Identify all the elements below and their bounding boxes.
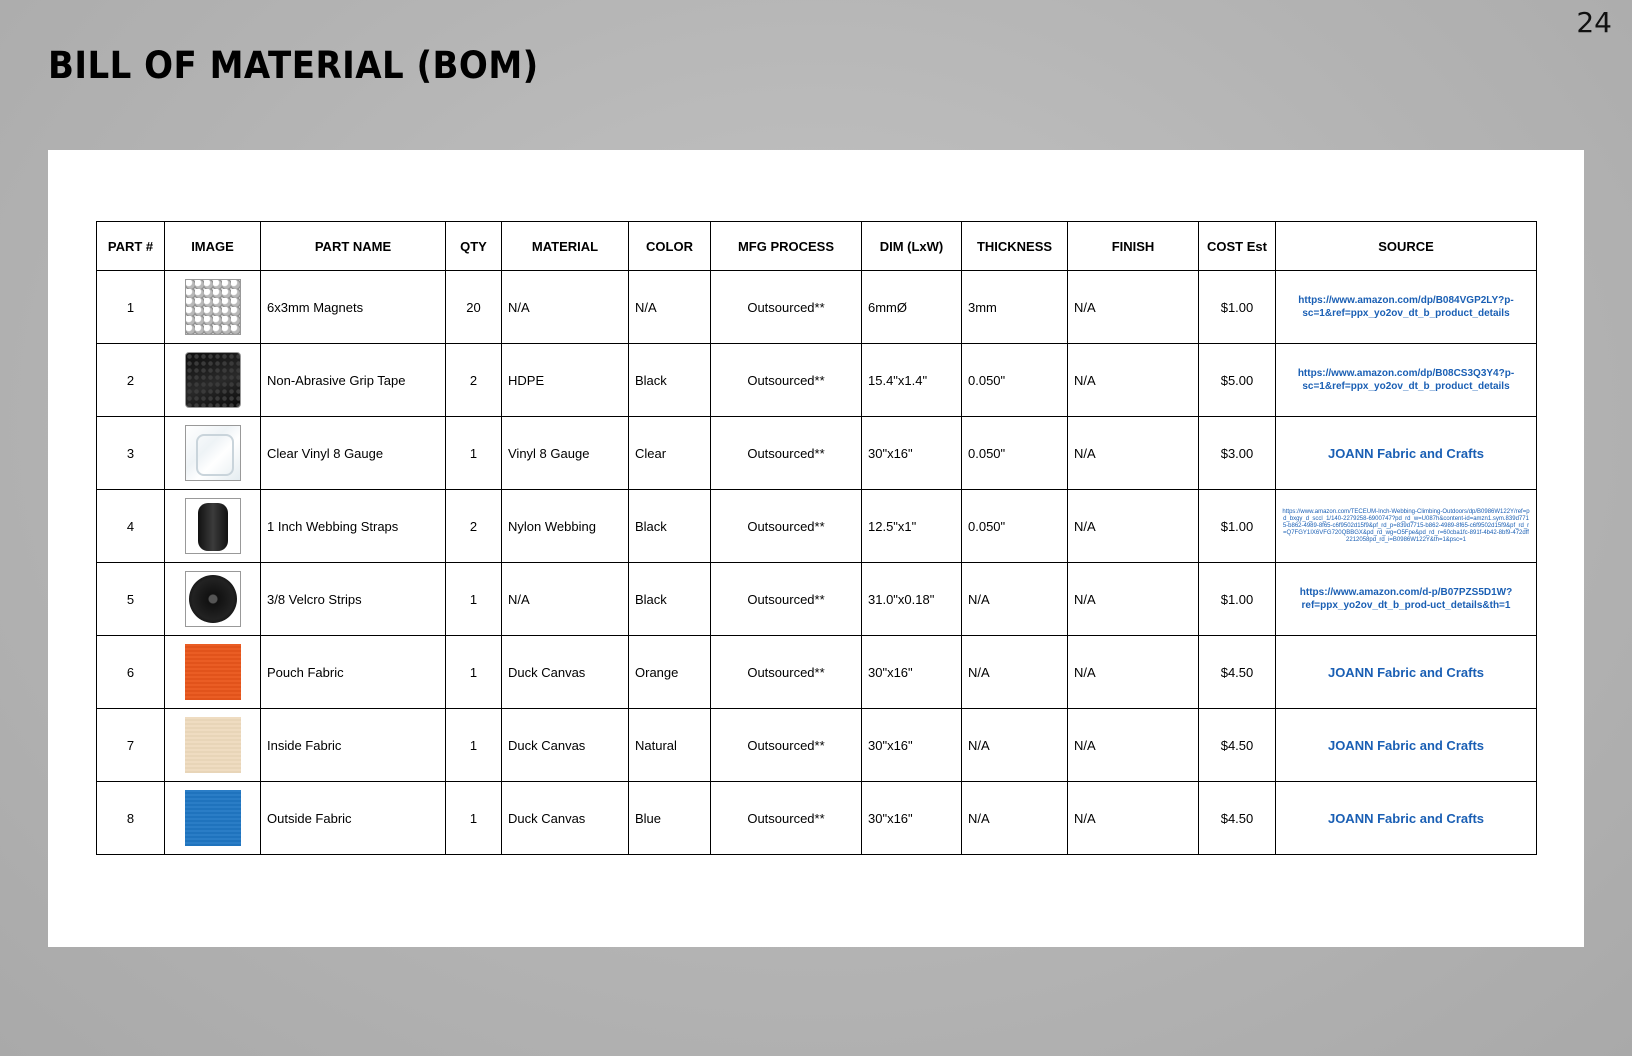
part-material: Duck Canvas xyxy=(502,782,629,855)
part-number: 7 xyxy=(97,709,165,782)
part-number: 6 xyxy=(97,636,165,709)
part-qty: 1 xyxy=(446,636,502,709)
source-link[interactable]: JOANN Fabric and Crafts xyxy=(1276,417,1537,490)
table-row xyxy=(97,490,1537,563)
part-name: Non-Abrasive Grip Tape xyxy=(261,344,446,417)
part-process: Outsourced** xyxy=(711,490,862,563)
natural-fabric-swatch xyxy=(185,717,241,773)
part-cost: $3.00 xyxy=(1199,417,1276,490)
header-color: COLOR xyxy=(629,222,711,271)
grip-tape-image xyxy=(185,352,241,408)
header-process: MFG PROCESS xyxy=(711,222,862,271)
part-number: 3 xyxy=(97,417,165,490)
part-process: Outsourced** xyxy=(711,271,862,344)
page-number: 24 xyxy=(1576,6,1612,39)
part-thickness: N/A xyxy=(962,709,1068,782)
part-cost: $1.00 xyxy=(1199,563,1276,636)
part-color: Natural xyxy=(629,709,711,782)
part-number: 8 xyxy=(97,782,165,855)
part-name: Clear Vinyl 8 Gauge xyxy=(261,417,446,490)
part-name: Inside Fabric xyxy=(261,709,446,782)
part-finish: N/A xyxy=(1068,490,1199,563)
part-thickness: 0.050" xyxy=(962,490,1068,563)
table-row xyxy=(97,344,1537,417)
header-qty: QTY xyxy=(446,222,502,271)
header-material: MATERIAL xyxy=(502,222,629,271)
source-link[interactable]: https://www.amazon.com/dp/B08CS3Q3Y4?p-sc=1&ref=ppx_yo2ov_dt_b_product_details xyxy=(1276,344,1537,417)
part-number: 4 xyxy=(97,490,165,563)
header-cost: COST Est xyxy=(1199,222,1276,271)
part-process: Outsourced** xyxy=(711,344,862,417)
part-number: 2 xyxy=(97,344,165,417)
part-process: Outsourced** xyxy=(711,782,862,855)
source-link[interactable]: JOANN Fabric and Crafts xyxy=(1276,709,1537,782)
orange-fabric-swatch xyxy=(185,644,241,700)
part-cost: $5.00 xyxy=(1199,344,1276,417)
part-finish: N/A xyxy=(1068,709,1199,782)
part-qty: 20 xyxy=(446,271,502,344)
source-link[interactable]: JOANN Fabric and Crafts xyxy=(1276,782,1537,855)
part-thickness: N/A xyxy=(962,636,1068,709)
page-title: BILL OF MATERIAL (BOM) xyxy=(48,44,539,87)
header-thickness: THICKNESS xyxy=(962,222,1068,271)
part-color: Blue xyxy=(629,782,711,855)
part-name: Pouch Fabric xyxy=(261,636,446,709)
part-number: 1 xyxy=(97,271,165,344)
part-dim: 31.0"x0.18" xyxy=(862,563,962,636)
part-cost: $1.00 xyxy=(1199,490,1276,563)
source-link[interactable]: JOANN Fabric and Crafts xyxy=(1276,636,1537,709)
part-process: Outsourced** xyxy=(711,417,862,490)
table-row xyxy=(97,782,1537,855)
source-link[interactable]: https://www.amazon.com/dp/B084VGP2LY?p-sc=1&ref=ppx_yo2ov_dt_b_product_details xyxy=(1276,271,1537,344)
part-finish: N/A xyxy=(1068,563,1199,636)
part-dim: 6mmØ xyxy=(862,271,962,344)
part-process: Outsourced** xyxy=(711,563,862,636)
blue-fabric-swatch xyxy=(185,790,241,846)
part-color: Black xyxy=(629,490,711,563)
part-qty: 2 xyxy=(446,490,502,563)
part-material: N/A xyxy=(502,271,629,344)
part-dim: 30"x16" xyxy=(862,782,962,855)
header-finish: FINISH xyxy=(1068,222,1199,271)
clear-vinyl-image xyxy=(185,425,241,481)
part-finish: N/A xyxy=(1068,344,1199,417)
part-qty: 1 xyxy=(446,782,502,855)
part-dim: 30"x16" xyxy=(862,636,962,709)
part-material: Vinyl 8 Gauge xyxy=(502,417,629,490)
part-dim: 30"x16" xyxy=(862,417,962,490)
table-header-row xyxy=(97,222,1537,271)
part-finish: N/A xyxy=(1068,636,1199,709)
table-row xyxy=(97,417,1537,490)
velcro-image xyxy=(185,571,241,627)
part-cost: $4.50 xyxy=(1199,709,1276,782)
part-material: HDPE xyxy=(502,344,629,417)
part-material: N/A xyxy=(502,563,629,636)
table-row xyxy=(97,563,1537,636)
part-color: Clear xyxy=(629,417,711,490)
part-finish: N/A xyxy=(1068,417,1199,490)
table-row xyxy=(97,709,1537,782)
part-material: Duck Canvas xyxy=(502,709,629,782)
part-thickness: 0.050" xyxy=(962,344,1068,417)
part-thickness: 3mm xyxy=(962,271,1068,344)
part-cost: $4.50 xyxy=(1199,782,1276,855)
part-qty: 1 xyxy=(446,417,502,490)
part-material: Duck Canvas xyxy=(502,636,629,709)
part-thickness: 0.050" xyxy=(962,417,1068,490)
part-qty: 2 xyxy=(446,344,502,417)
part-dim: 15.4"x1.4" xyxy=(862,344,962,417)
part-thickness: N/A xyxy=(962,782,1068,855)
part-process: Outsourced** xyxy=(711,709,862,782)
part-name: 3/8 Velcro Strips xyxy=(261,563,446,636)
part-finish: N/A xyxy=(1068,271,1199,344)
bom-card xyxy=(48,150,1584,947)
header-dim: DIM (LxW) xyxy=(862,222,962,271)
part-name: Outside Fabric xyxy=(261,782,446,855)
part-finish: N/A xyxy=(1068,782,1199,855)
magnets-image xyxy=(185,279,241,335)
header-name: PART NAME xyxy=(261,222,446,271)
part-dim: 30"x16" xyxy=(862,709,962,782)
part-color: Black xyxy=(629,563,711,636)
header-part: PART # xyxy=(97,222,165,271)
webbing-image xyxy=(185,498,241,554)
header-source: SOURCE xyxy=(1276,222,1537,271)
part-cost: $1.00 xyxy=(1199,271,1276,344)
part-dim: 12.5"x1" xyxy=(862,490,962,563)
source-link[interactable]: https://www.amazon.com/d-p/B07PZS5D1W?ref=ppx_yo2ov_dt_b_prod-uct_details&th=1 xyxy=(1276,563,1537,636)
part-material: Nylon Webbing xyxy=(502,490,629,563)
part-process: Outsourced** xyxy=(711,636,862,709)
bom-table xyxy=(96,221,1537,855)
part-qty: 1 xyxy=(446,709,502,782)
part-color: N/A xyxy=(629,271,711,344)
part-cost: $4.50 xyxy=(1199,636,1276,709)
table-row xyxy=(97,271,1537,344)
part-thickness: N/A xyxy=(962,563,1068,636)
source-link[interactable]: https://www.amazon.com/TECEUM-Inch-Webbing-Climbing-Outdoors/dp/B0986W122Y/ref=pd_bxgy_d_sccl_1/140-2279258-6900747?pd_rd_w=U087h&content-id=amzn1.sym.839d7715-b862-4989-8f65-c6f9502d15f9&pf_rd_p=839d7715-b862-4989-8f65-c6f9502d15f9&pf_rd_r=Q7FGY1IX6VFG720QBBGX&pd_rd_wg=O5Fpe&pd_rd_r=60cba1fc-891f-4b42-8bf9-472dff2212058pd_rd_i=B0986W122Y&th=1&psc=1 xyxy=(1276,490,1537,563)
table-row xyxy=(97,636,1537,709)
part-number: 5 xyxy=(97,563,165,636)
header-image: IMAGE xyxy=(165,222,261,271)
part-color: Orange xyxy=(629,636,711,709)
part-name: 1 Inch Webbing Straps xyxy=(261,490,446,563)
part-color: Black xyxy=(629,344,711,417)
part-name: 6x3mm Magnets xyxy=(261,271,446,344)
part-qty: 1 xyxy=(446,563,502,636)
